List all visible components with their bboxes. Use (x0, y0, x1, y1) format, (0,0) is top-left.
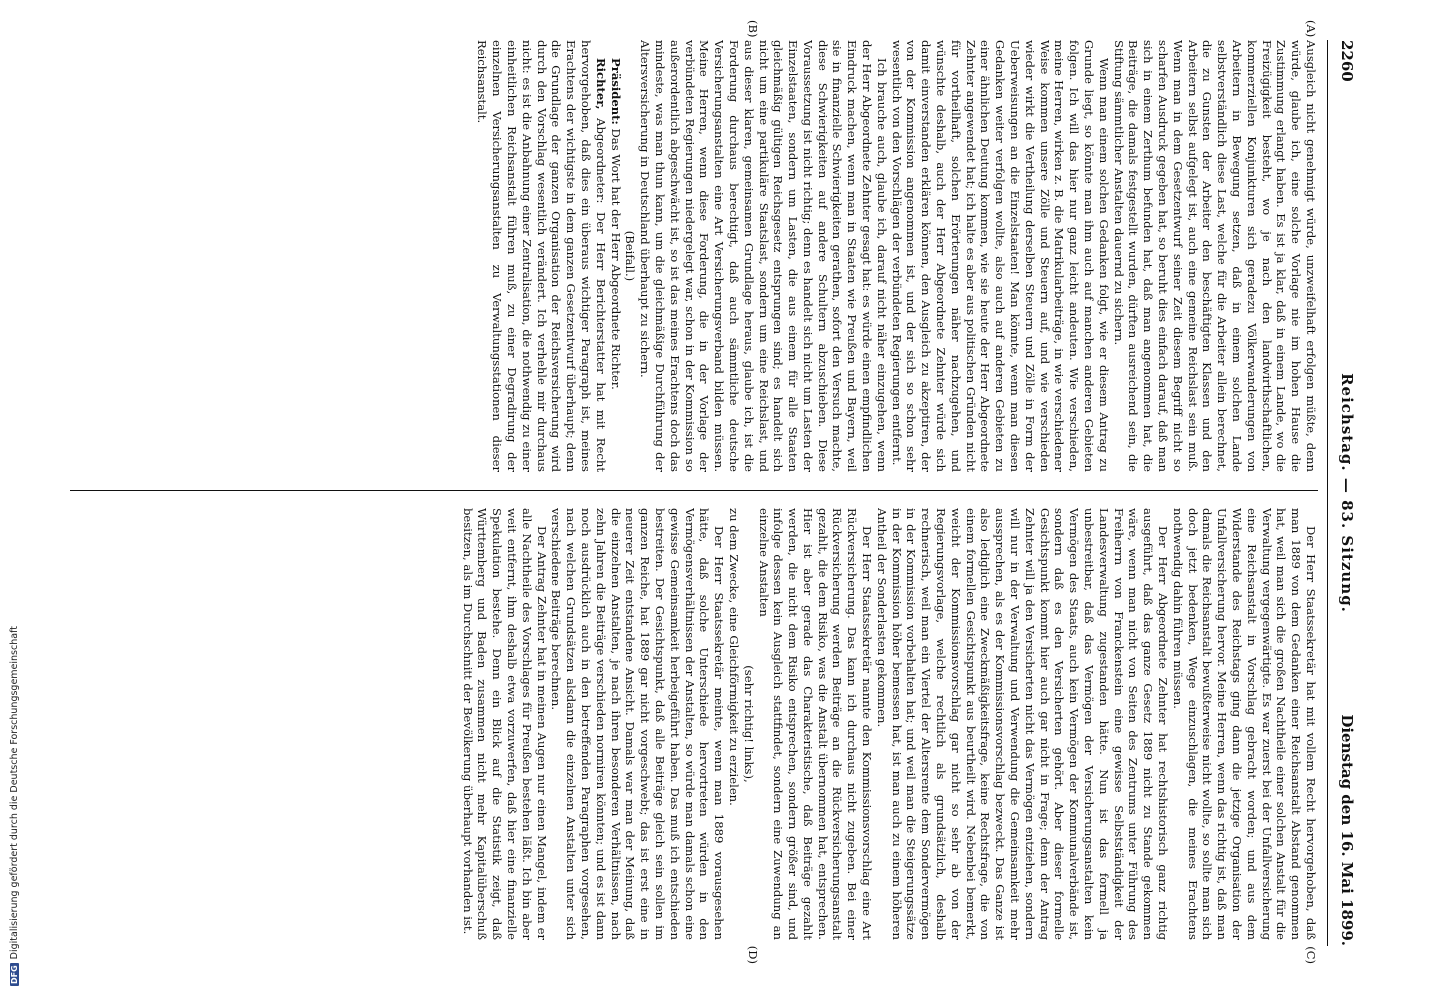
column-divider (70, 490, 1318, 491)
digitization-credit (0, 0, 28, 1000)
president-label: Präsident: (608, 58, 623, 125)
header-rule (1327, 40, 1328, 946)
margin-marker-a: (A) (1304, 20, 1318, 38)
credit-text: Digitalisierung gefördert durch die Deutsche Forschungsgemeinschaft (9, 626, 20, 960)
right-paragraph-3: Der Herr Staatssekretär nannte den Kommissionsvorschlag eine Art Rückversicherung. Das kann ich durchaus nicht zugeben. Bei einer Rückversicherung werden Beiträge an die Rückversicherungsanstalt gezahlt, die dem Risiko, was die Anstalt übernommen hat, entsprechen. Hier ist aber gerade das Charakteristische, daß Beiträge gezahlt werden, die nicht dem Risiko entsprechen, sondern größer sind, und infolge dessen kein Ausgleich stattfindet, sondern eine Zuwendung an einzelne Anstalten (756, 508, 875, 940)
president-text: Das Wort hat der Herr Abgeordnete Richter. (608, 128, 623, 390)
richter-text: Der Herr Berichterstatter hat mit Recht hervorgehoben, daß dies ein überaus wichtiger Paragraph ist, meines Erachtens der wichtigste in dem ganzen Gesetzentwurf überhaupt; denn die Grundlage der ganzen Organisation der Reichsversicherung wird durch den Vorschlag wesentlich verändert. Ich verhehle mir durchaus nicht: es ist die Anbahnung einer Zentralisation, die nothwendig zu einer einheitlichen Reichsanstalt führen muß, zu einer Degradirung der einzelnen Versicherungsanstalten zu Verwaltungsstationen dieser Reichsanstalt. (475, 40, 608, 472)
right-paragraph-5: Der Herr Staatssekretär meinte, wenn man 1889 vorausgesehen hätte, daß solche Unterschiede hervortreten würden in den Vermögensverhältnissen der Anstalten, so würde man damals schon eine gewisse Gemeinsamkeit herbeigeführt haben. Das muß ich entschieden bestreiten. Der Gesichtspunkt, daß alle Beiträge gleich sein sollen im ganzen Reiche, hat 1889 gar nicht vorgeschwebt; das ist erst eine in neuerer Zeit entstandene Ansicht. Damals war man der Meinung, daß die einzelnen Anstalten, je nach ihren besonderen Verhältnissen, nach zehn Jahren die Beiträge verschieden normiren könnten; und es ist dann noch ausdrücklich auch in den betreffenden Paragraphen vorgesehen, nach welchen Grundsätzen alsdann die einzelnen Anstalten unter sich verschiedene Beiträge berechnen. (549, 508, 727, 940)
right-paragraph-1: Der Herr Staatssekretär hat mit vollem Recht hervorgehoben, daß man 1889 von dem Gedanken einer Reichsanstalt Abstand genommen hat, weil man sich die großen Nachtheile einer solchen Anstalt für die Verwaltung vergegenwärtigte. Es war zuerst bei der Unfallversicherung eine Reichsanstalt in Vorschlag gebracht worden; und aus dem Widerstande des Reichstags ging dann die jetzige Organisation der Unfallversicherung hervor. Meine Herren, wenn das richtig ist, daß man damals die Reichsanstalt bewußterweise nicht wollte, so sollte man sich doch jetzt bedenken, Wege einzuschlagen, die meines Erachtens nothwendig dahin führen müssen. (1170, 508, 1318, 940)
right-paragraph-4: zu dem Zwecke, eine Gleichförmigkeit zu erzielen. (726, 508, 741, 806)
dfg-logo: DFG (10, 965, 19, 984)
page-header (1330, 40, 1362, 946)
left-column (72, 40, 1318, 472)
left-paragraph-3: Ich brauche auch, glaube ich, darauf nicht näher einzugehen, wenn der Herr Abgeordnete Zehnter gesagt hat: es würde einen empfindlichen Eindruck machen, wenn man in Staaten wie Preußen und Bayern, weil sie in finanzielle Schwierigkeiten gerathen, sofort den Versuch machte, diese Schwierigkeiten auf andere Schultern abzuschieben. Diese Voraussetzung ist nicht richtig; denn es handelt sich nicht um Lasten der Einzelstaaten, sondern um Lasten, die aus einem für alle Staaten gleichmäßig gültigen Reichsgesetz entsprungen sind; es handelt sich nicht um eine partikuläre Staatslast, sondern um eine Reichslast, und aus dieser klaren, gemeinsamen Grundlage heraus, glaube ich, ist die Forderung durchaus berechtigt, daß auch sämmtliche deutsche Versicherungsanstalten eine Art Versicherungsverband bilden müssen. Meine Herren, wenn diese Forderung, die in der Vorlage der verbündeten Regierungen niedergelegt war, schon in der Kommission so außerordentlich abgeschwächt ist, so ist das meines Erachtens doch das mindeste, was man thun kann, um die gleichmäßige Durchführung der Altersversicherung in Deutschland überhaupt zu sichern. (638, 40, 889, 472)
page-title: Reichstag. — 83. Sitzung. (1338, 373, 1356, 613)
session-date: Dienstag den 16. Mai 1899. (1338, 714, 1356, 946)
richter-statement (475, 40, 608, 472)
right-paragraph-2: Der Herr Abgeordnete Zehnter hat rechtshistorisch ganz richtig ausgeführt, daß das ganze Gesetz 1889 nicht zu Stande gekommen wäre, wenn man nicht von Seiten des Zentrums unter Führung des Freiherrn von Franckenstein eine gewisse Selbstständigkeit der Landesverwaltung zugestanden hätte. Nun ist das formell ja unbestreitbar, daß das Vermögen der Versicherungsanstalten kein Vermögen des Staats, auch kein Vermögen der Kommunalverbände ist, sondern daß es den Versicherten gehört. Aber dieser formelle Gesichtspunkt kommt hier auch gar nicht in Frage; denn der Antrag Zehnter will ja den Versicherten nicht das Vermögen entziehen, sondern will nur in der Verwaltung und Verwendung die Gemeinsamkeit mehr aussprechen, als es der Kommissionsvorschlag bezweckt. Das Ganze ist also lediglich eine Zweckmäßigkeitsfrage, keine Rechtsfrage, die von einem formellen Gesichtspunkt aus beurtheilt wird. Nebenbei bemerkt, weicht der Kommissionsvorschlag gar nicht so sehr ab von der Regierungsvorlage, welche rechtlich als grundsätzlich, deshalb rechnerisch, weil man ein Viertel der Altersrente dem Sondervermögen in der Kommission vorbehalten hat; und weil man die Steigerungssätze in der Kommission höher bemessen hat, ist man auch zu einem höheren Antheil der Sonderlasten gekommen. (874, 508, 1171, 940)
right-paragraph-6: Der Antrag Zehnter hat in meinen Augen nur einen Mangel, indem er alle Nachtheile des Vorschlages für Preußen bestehen läßt. Ich bin aber weit entfernt, ihm deshalb etwa vorzuwerfen, daß hier eine finanzielle Spekulation bestehe. Denn ein Blick auf die Statistik zeigt, daß Württemberg und Baden zusammen nicht mehr Kapitalüberschuß besitzen, als im Durchschnitt der Bevölkerung überhaupt vorhanden ist. (460, 508, 549, 940)
left-paragraph-1: Ausgleich nicht genehmigt würde, unzweifelhaft erfolgen müßte, denn würde, glaube ich, eine solche Vorlage nie im hohen Hause die Zustimmung erlangt haben. Es ist ja klar, daß in einem Lande, wo die Freizügigkeit besteht, wo je nach den landwirthschaftlichen, kommerziellen Konjunkturen sich geradezu Völkerwanderungen von Arbeitern in Bewegung setzen, daß in einem solchen Lande selbstverständlich diese Last, welche für die Arbeiter allein berechnet, die zu Gunsten der Arbeiter den beschäftigten Klassen und den Arbeitern selbst aufgelegt ist, auch eine gemeine Reichslast sein muß. Wenn man in dem Gesetzentwurf seiner Zeit diesem Begriff nicht so scharfen Ausdruck gegeben hat, so beruht dies einfach darauf, daß man sich in einem Zerthum befunden hat, daß man angenommen hat, die Beiträge, die damals festgestellt wurden, dürften ausreichend sein, die Stiftung sämmtlicher Anstalten dauernd zu sichern. (1111, 40, 1318, 472)
rotated-page (52, 18, 1372, 968)
margin-marker-b: (B) (746, 20, 760, 38)
right-column (72, 508, 1318, 940)
richter-title: Abgeordneter: (593, 118, 608, 204)
president-statement (608, 40, 623, 472)
margin-marker-c: (C) (1304, 946, 1318, 964)
richter-label: Richter, (593, 58, 608, 110)
interjection-note: (sehr richtig! links), (741, 665, 756, 783)
page-number: 2260 (1338, 40, 1356, 82)
margin-marker-d: (D) (746, 945, 760, 964)
applause-note: (Beifall.) (623, 230, 638, 282)
left-paragraph-2: Wenn man einem solchen Gedanken folgt, wie er diesem Antrag zu Grunde liegt, so könnte man ihm auch auf manchen anderen Gebieten folgen. Ich will das hier nur ganz leicht andeuten. Wie verschieden, meine Herren, wirken z. B. die Matrikularbeiträge, in wie verschiedener Weise kommen unsere Zölle und Steuern auf, und wie verschieden wieder wirkt die Vertheilung derselben Steuern und Zölle in Form der Ueberweisungen an die Einzelstaaten! Man könnte, wenn man diesen Gedanken weiter verfolgen wollte, also auch auf anderen Gebieten zu einer ähnlichen Deutung kommen, wie sie heute der Herr Abgeordnete Zehnter angewendet hat; ich halte es aber aus politischen Gründen nicht für vortheilhaft, solchen Erörterungen näher nachzugehen, und wünschte deshalb, auch der Herr Abgeordnete Zehnter würde sich damit einverstanden erklären können, den Ausgleich zu akzeptiren, der von der Kommission angenommen ist, und der sich so schon sehr wesentlich von den Vorschlägen der verbündeten Regierungen entfernt. (889, 40, 1111, 472)
